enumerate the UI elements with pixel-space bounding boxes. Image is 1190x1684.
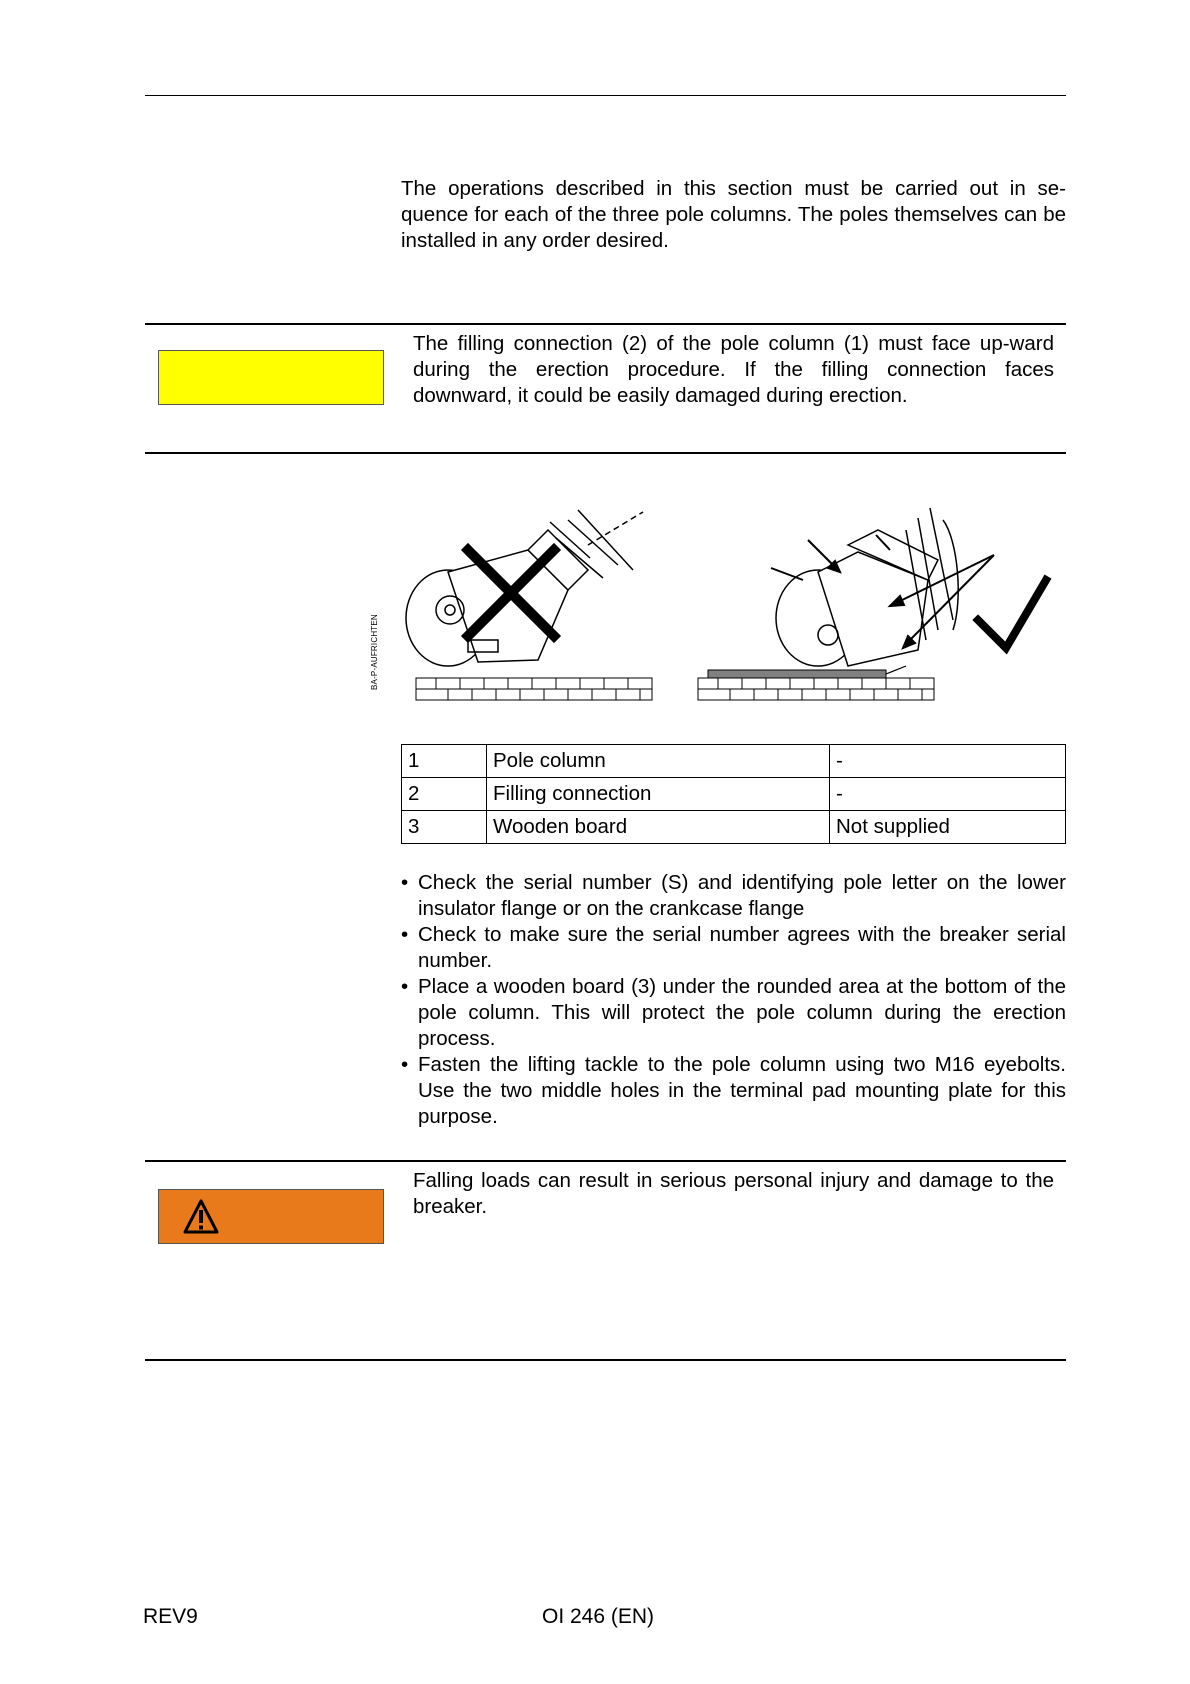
list-item-text: Check the serial number (S) and identifying pole letter on the lower insulator flange or on the crankcase flange: [418, 871, 1066, 920]
table-row: [402, 778, 1066, 811]
check-mark-icon: [978, 580, 1046, 648]
pole-column-wrong-illustration: [406, 510, 643, 666]
floor-right: [698, 678, 934, 700]
list-item: [401, 974, 1066, 1052]
notice-text: The filling connection (2) of the pole column (1) must face up-ward during the erection procedure. If the filling connection faces downward, it could be easily damaged during erection.: [413, 332, 1054, 407]
footer-revision: REV9: [143, 1605, 198, 1628]
intro-paragraph: The operations described in this section must be carried out in se-quence for each of the three pole columns. The poles themselves can be installed in any order desired.: [401, 177, 1066, 252]
steps-list: [401, 870, 1066, 1130]
table-cell-name: Filling connection: [487, 778, 830, 811]
table-cell-note: Not supplied: [830, 811, 1066, 844]
table-row: [402, 811, 1066, 844]
list-item-text: Place a wooden board (3) under the rounded area at the bottom of the pole column. This will protect the pole column during the erection process.: [418, 975, 1066, 1050]
warning-badge: [158, 1189, 384, 1244]
warning-bottom-rule: [145, 1359, 1066, 1361]
figure-code: BA-P-AUFRICHTEN: [370, 614, 379, 690]
table-cell-note: -: [830, 778, 1066, 811]
parts-table: [401, 744, 1066, 844]
table-cell-name: Pole column: [487, 745, 830, 778]
footer-document: OI 246 (EN): [542, 1605, 655, 1628]
list-item: [401, 1052, 1066, 1130]
floor-left: [416, 678, 652, 700]
bullet-icon: •: [401, 975, 409, 998]
wooden-board: [708, 670, 886, 678]
notice-top-rule: [145, 323, 1066, 325]
erection-figure: [378, 500, 1078, 720]
bullet-icon: •: [401, 923, 409, 946]
bullet-icon: •: [401, 1053, 409, 1076]
list-item-text: Check to make sure the serial number agrees with the breaker serial number.: [418, 923, 1066, 972]
list-item-text: Fasten the lifting tackle to the pole column using two M16 eyebolts. Use the two middle holes in the terminal pad mounting plate for this purpose.: [418, 1053, 1066, 1128]
warning-top-rule: [145, 1160, 1066, 1162]
notice-badge: [158, 350, 384, 405]
list-item: [401, 870, 1066, 922]
list-item: [401, 922, 1066, 974]
table-row: [402, 745, 1066, 778]
table-cell-note: -: [830, 745, 1066, 778]
warning-text: Falling loads can result in serious personal injury and damage to the breaker.: [413, 1169, 1054, 1218]
table-cell-number: 2: [402, 778, 487, 811]
warning-triangle-icon: [183, 1199, 219, 1235]
header-rule: [145, 95, 1066, 96]
bullet-icon: •: [401, 871, 409, 894]
table-cell-name: Wooden board: [487, 811, 830, 844]
table-cell-number: 3: [402, 811, 487, 844]
notice-bottom-rule: [145, 452, 1066, 454]
table-cell-number: 1: [402, 745, 487, 778]
